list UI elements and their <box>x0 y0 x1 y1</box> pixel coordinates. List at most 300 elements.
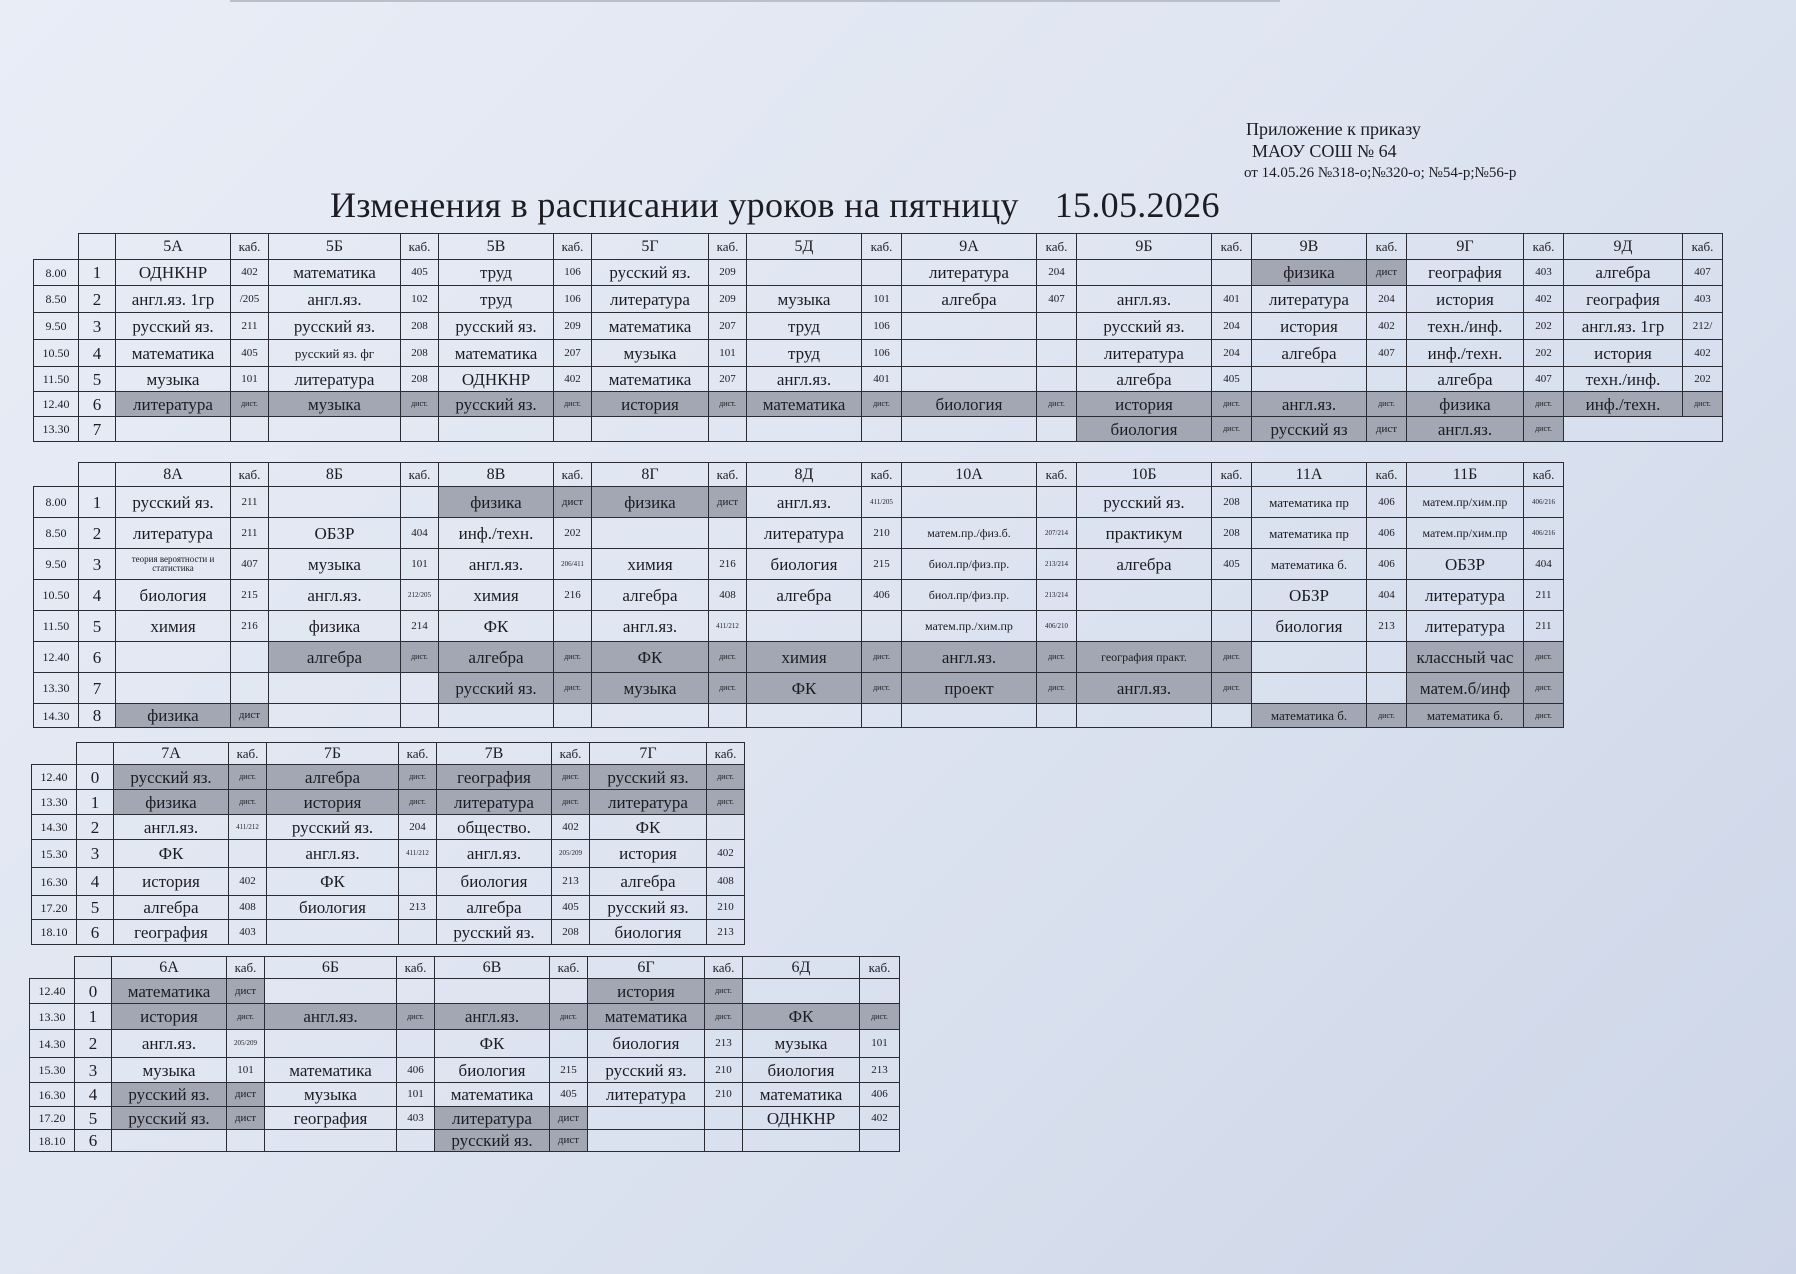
lesson-number: 2 <box>79 518 116 549</box>
room-cell <box>399 868 437 896</box>
subject-cell: музыка <box>265 1083 397 1107</box>
subject-cell: история <box>1252 313 1367 340</box>
class-header: 6Б <box>265 957 397 979</box>
subject-cell: география практ. <box>1077 642 1212 673</box>
subject-cell: музыка <box>592 340 709 367</box>
room-cell: 403 <box>1524 260 1564 286</box>
subject-cell: музыка <box>592 673 709 704</box>
room-header: каб. <box>554 463 592 487</box>
corner-cell <box>34 463 79 487</box>
lesson-time: 15.30 <box>30 1058 75 1083</box>
subject-cell: англ.яз. <box>592 611 709 642</box>
subject-cell: инф./техн. <box>1564 392 1683 417</box>
subject-cell: литература <box>437 790 552 815</box>
class-header: 5Г <box>592 234 709 260</box>
class-header: 7Б <box>267 743 399 765</box>
subject-cell: математика пр <box>1252 487 1367 518</box>
room-cell: дист. <box>397 1004 435 1030</box>
subject-cell: математика <box>269 260 401 286</box>
subject-cell: ОБЗР <box>269 518 401 549</box>
class-header: 9Б <box>1077 234 1212 260</box>
lesson-time: 9.50 <box>34 313 79 340</box>
header-row <box>32 743 745 765</box>
room-cell: 211 <box>231 518 269 549</box>
room-cell: 408 <box>229 896 267 920</box>
subject-cell: литература <box>1252 286 1367 313</box>
room-cell: 405 <box>231 340 269 367</box>
subject-cell <box>265 1130 397 1152</box>
room-cell: 101 <box>397 1083 435 1107</box>
room-cell: 213 <box>399 896 437 920</box>
lesson-number: 6 <box>75 1130 112 1152</box>
room-cell: 204 <box>1367 286 1407 313</box>
subject-cell: физика <box>114 790 229 815</box>
lesson-number: 3 <box>77 840 114 868</box>
lesson-number: 1 <box>79 260 116 286</box>
room-cell <box>860 1130 900 1152</box>
lesson-number: 5 <box>77 896 114 920</box>
corner-cell <box>77 743 114 765</box>
lesson-time: 12.40 <box>34 642 79 673</box>
room-header: каб. <box>1683 234 1723 260</box>
room-cell: 213/214 <box>1037 580 1077 611</box>
room-cell: дист. <box>554 642 592 673</box>
room-cell: 405 <box>552 896 590 920</box>
room-cell: 211 <box>1524 611 1564 642</box>
subject-cell: история <box>1564 340 1683 367</box>
lesson-number: 1 <box>79 487 116 518</box>
subject-cell <box>747 611 862 642</box>
class-header: 9Г <box>1407 234 1524 260</box>
room-cell: дист <box>709 487 747 518</box>
subject-cell: англ.яз. <box>902 642 1037 673</box>
schedule-table-8-11 <box>33 462 1564 728</box>
room-cell: 213 <box>860 1058 900 1083</box>
room-cell: 211 <box>231 313 269 340</box>
subject-cell: матем.б/инф <box>1407 673 1524 704</box>
room-cell: 106 <box>862 313 902 340</box>
lesson-number: 2 <box>79 286 116 313</box>
room-header: каб. <box>709 463 747 487</box>
subject-cell: матем.пр/хим.пр <box>1407 518 1524 549</box>
lesson-row <box>34 642 1564 673</box>
room-cell: 215 <box>231 580 269 611</box>
subject-cell: англ.яз. <box>269 580 401 611</box>
subject-cell: русский яз. <box>1077 487 1212 518</box>
room-cell: 101 <box>709 340 747 367</box>
room-cell: 205/209 <box>227 1030 265 1058</box>
subject-cell: русский яз. <box>590 896 707 920</box>
room-cell: 405 <box>1212 367 1252 392</box>
lesson-time: 16.30 <box>30 1083 75 1107</box>
lesson-row <box>30 1130 900 1152</box>
subject-cell <box>588 1130 705 1152</box>
subject-cell: химия <box>439 580 554 611</box>
subject-cell <box>902 340 1037 367</box>
room-cell <box>231 642 269 673</box>
room-cell: 407 <box>1683 260 1723 286</box>
subject-cell <box>592 704 709 728</box>
subject-cell <box>747 417 862 442</box>
room-cell: 405 <box>401 260 439 286</box>
room-cell: 402 <box>554 367 592 392</box>
subject-cell: англ.яз. <box>435 1004 550 1030</box>
lesson-time: 13.30 <box>30 1004 75 1030</box>
subject-cell: биология <box>435 1058 550 1083</box>
subject-cell: литература <box>1407 611 1524 642</box>
room-cell: дист. <box>554 673 592 704</box>
room-cell <box>397 979 435 1004</box>
subject-cell <box>116 642 231 673</box>
room-header: каб. <box>401 234 439 260</box>
subject-cell: русский яз. <box>588 1058 705 1083</box>
header-row <box>34 234 1723 260</box>
room-header: каб. <box>231 234 269 260</box>
lesson-number: 5 <box>75 1107 112 1130</box>
subject-cell: англ.яз. <box>265 1004 397 1030</box>
subject-cell: литература <box>269 367 401 392</box>
lesson-number: 3 <box>79 549 116 580</box>
room-cell: 407 <box>1524 367 1564 392</box>
subject-cell: география <box>1564 286 1683 313</box>
subject-cell: музыка <box>747 286 862 313</box>
lesson-row <box>34 611 1564 642</box>
room-cell: 406 <box>860 1083 900 1107</box>
room-cell <box>1212 704 1252 728</box>
subject-cell <box>902 704 1037 728</box>
subject-cell: физика <box>1252 260 1367 286</box>
lesson-number: 1 <box>77 790 114 815</box>
lesson-number: 4 <box>77 868 114 896</box>
subject-cell <box>902 487 1037 518</box>
room-header: каб. <box>1212 463 1252 487</box>
room-cell: 402 <box>231 260 269 286</box>
subject-cell: труд <box>439 260 554 286</box>
room-cell: 101 <box>862 286 902 313</box>
room-cell <box>401 487 439 518</box>
subject-cell: англ.яз. <box>267 840 399 868</box>
class-header: 6Г <box>588 957 705 979</box>
subject-cell <box>592 518 709 549</box>
class-header: 9В <box>1252 234 1367 260</box>
subject-cell <box>1252 367 1367 392</box>
room-cell <box>397 1130 435 1152</box>
room-cell: 101 <box>227 1058 265 1083</box>
subject-cell: математика <box>592 367 709 392</box>
room-cell: 204 <box>1212 340 1252 367</box>
room-cell: 406/216 <box>1524 487 1564 518</box>
subject-cell: физика <box>592 487 709 518</box>
lesson-row <box>34 704 1564 728</box>
subject-cell: ФК <box>590 815 707 840</box>
room-cell: дист <box>554 487 592 518</box>
class-header: 11Б <box>1407 463 1524 487</box>
lesson-number: 6 <box>79 642 116 673</box>
subject-cell <box>116 673 231 704</box>
room-cell <box>1037 417 1077 442</box>
room-cell: 407 <box>1367 340 1407 367</box>
room-cell: дист <box>1367 417 1407 442</box>
lesson-row <box>32 765 745 790</box>
room-cell: дист. <box>709 642 747 673</box>
lesson-row <box>30 1030 900 1058</box>
lesson-row <box>34 518 1564 549</box>
class-header: 10А <box>902 463 1037 487</box>
subject-cell <box>902 313 1037 340</box>
room-cell <box>860 979 900 1004</box>
subject-cell: ФК <box>439 611 554 642</box>
room-cell: 202 <box>554 518 592 549</box>
room-cell: 402 <box>707 840 745 868</box>
room-cell: дист. <box>1212 392 1252 417</box>
class-header: 6А <box>112 957 227 979</box>
class-header: 5В <box>439 234 554 260</box>
subject-cell: музыка <box>269 392 401 417</box>
room-cell: 215 <box>550 1058 588 1083</box>
room-cell <box>1367 642 1407 673</box>
room-header: каб. <box>862 234 902 260</box>
subject-cell <box>1077 704 1212 728</box>
room-cell: 216 <box>231 611 269 642</box>
lesson-number: 3 <box>75 1058 112 1083</box>
room-cell: дист. <box>550 1004 588 1030</box>
class-header: 9А <box>902 234 1037 260</box>
room-cell: дист. <box>709 392 747 417</box>
subject-cell <box>747 260 862 286</box>
room-cell <box>1367 367 1407 392</box>
lesson-time: 11.50 <box>34 611 79 642</box>
subject-cell: биология <box>116 580 231 611</box>
room-cell: дист. <box>1524 392 1564 417</box>
lesson-row <box>30 979 900 1004</box>
header-row <box>34 463 1564 487</box>
lesson-number: 0 <box>75 979 112 1004</box>
room-cell: 406 <box>1367 549 1407 580</box>
subject-cell: география <box>1407 260 1524 286</box>
subject-cell: математика <box>435 1083 550 1107</box>
room-cell: 213 <box>552 868 590 896</box>
room-cell: 411/205 <box>862 487 902 518</box>
lesson-time: 8.50 <box>34 518 79 549</box>
room-header: каб. <box>862 463 902 487</box>
subject-cell: биология <box>747 549 862 580</box>
room-cell: 208 <box>401 367 439 392</box>
subject-cell: англ.яз. <box>1252 392 1367 417</box>
room-cell: 106 <box>862 340 902 367</box>
class-header: 7А <box>114 743 229 765</box>
room-header: каб. <box>1524 463 1564 487</box>
subject-cell: русский яз. <box>590 765 707 790</box>
subject-cell: русский яз. фг <box>269 340 401 367</box>
room-cell <box>862 611 902 642</box>
class-header: 8Б <box>269 463 401 487</box>
subject-cell <box>116 417 231 442</box>
subject-cell: история <box>114 868 229 896</box>
subject-cell: математика <box>747 392 862 417</box>
room-cell: дист. <box>229 790 267 815</box>
lesson-row <box>34 392 1723 417</box>
room-cell: дист. <box>1212 417 1252 442</box>
lesson-row <box>34 260 1723 286</box>
room-cell: 216 <box>554 580 592 611</box>
lesson-row <box>30 1083 900 1107</box>
room-cell: 411/212 <box>399 840 437 868</box>
title-date: 15.05.2026 <box>1054 185 1220 225</box>
subject-cell: литература <box>592 286 709 313</box>
subject-cell: русский яз. <box>112 1107 227 1130</box>
room-cell: 214 <box>401 611 439 642</box>
room-cell <box>231 673 269 704</box>
room-cell: дист. <box>1212 642 1252 673</box>
room-cell: дист. <box>860 1004 900 1030</box>
subject-cell: ФК <box>435 1030 550 1058</box>
subject-cell <box>1252 642 1367 673</box>
subject-cell: география <box>265 1107 397 1130</box>
room-cell: 402 <box>229 868 267 896</box>
subject-cell: труд <box>747 313 862 340</box>
room-cell <box>709 417 747 442</box>
subject-cell: физика <box>116 704 231 728</box>
subject-cell: математика <box>116 340 231 367</box>
subject-cell <box>267 920 399 945</box>
corner-cell <box>34 234 79 260</box>
room-cell: дист. <box>862 642 902 673</box>
room-cell: 406/210 <box>1037 611 1077 642</box>
room-header: каб. <box>1037 234 1077 260</box>
lesson-row <box>32 790 745 815</box>
subject-cell: англ.яз. <box>1077 673 1212 704</box>
room-header: каб. <box>1367 234 1407 260</box>
room-cell <box>1037 313 1077 340</box>
subject-cell <box>1252 673 1367 704</box>
subject-cell: русский яз. <box>116 487 231 518</box>
room-cell: 404 <box>401 518 439 549</box>
subject-cell: музыка <box>269 549 401 580</box>
subject-cell <box>269 673 401 704</box>
subject-cell: история <box>592 392 709 417</box>
room-cell: дист. <box>1524 417 1564 442</box>
room-cell: 408 <box>707 868 745 896</box>
room-cell: дист. <box>862 392 902 417</box>
lesson-number: 1 <box>75 1004 112 1030</box>
room-cell: 210 <box>862 518 902 549</box>
subject-cell <box>743 1130 860 1152</box>
room-cell: 212/205 <box>401 580 439 611</box>
lesson-number: 4 <box>75 1083 112 1107</box>
corner-cell <box>30 957 75 979</box>
subject-cell: история <box>1077 392 1212 417</box>
lesson-row <box>32 868 745 896</box>
subject-cell: музыка <box>116 367 231 392</box>
room-cell: 406 <box>1367 518 1407 549</box>
subject-cell: русский яз. <box>1077 313 1212 340</box>
lesson-row <box>34 313 1723 340</box>
class-header: 9Д <box>1564 234 1683 260</box>
room-cell: 411/212 <box>709 611 747 642</box>
subject-cell: биол.пр/физ.пр. <box>902 580 1037 611</box>
lesson-row <box>34 487 1564 518</box>
room-cell: дист. <box>1037 392 1077 417</box>
room-cell: 207 <box>709 313 747 340</box>
room-cell: дист. <box>399 790 437 815</box>
subject-cell: биология <box>588 1030 705 1058</box>
room-cell <box>401 704 439 728</box>
room-cell: дист. <box>231 392 269 417</box>
lesson-time: 10.50 <box>34 580 79 611</box>
subject-cell: биология <box>437 868 552 896</box>
room-cell: 102 <box>401 286 439 313</box>
lesson-number: 0 <box>77 765 114 790</box>
room-cell: 213 <box>707 920 745 945</box>
room-cell: 210 <box>705 1083 743 1107</box>
room-cell <box>709 518 747 549</box>
room-cell: дист. <box>1524 673 1564 704</box>
room-cell <box>550 979 588 1004</box>
subject-cell: алгебра <box>590 868 707 896</box>
class-header: 7В <box>437 743 552 765</box>
lesson-number: 4 <box>79 340 116 367</box>
room-cell: 211 <box>1524 580 1564 611</box>
lesson-time: 9.50 <box>34 549 79 580</box>
annex-line-2: МАОУ СОШ № 64 <box>1252 141 1397 161</box>
subject-cell: литература <box>1077 340 1212 367</box>
annex-line-1: Приложение к приказу <box>1246 119 1421 139</box>
corner-cell <box>79 463 116 487</box>
subject-cell: русский яз. <box>437 920 552 945</box>
subject-cell <box>269 417 401 442</box>
subject-cell: математика <box>592 313 709 340</box>
subject-cell: биология <box>902 392 1037 417</box>
subject-cell <box>1077 580 1212 611</box>
subject-cell: англ.яз. <box>1407 417 1524 442</box>
subject-cell: матем.пр./хим.пр <box>902 611 1037 642</box>
corner-cell <box>32 743 77 765</box>
class-header: 5Д <box>747 234 862 260</box>
room-cell: дист. <box>401 392 439 417</box>
subject-cell: математика <box>588 1004 705 1030</box>
lesson-row <box>32 896 745 920</box>
room-cell: дист. <box>707 765 745 790</box>
subject-cell <box>743 979 860 1004</box>
room-cell: 209 <box>554 313 592 340</box>
subject-cell: история <box>1407 286 1524 313</box>
subject-cell: алгебра <box>747 580 862 611</box>
schedule-table-5-9 <box>33 233 1723 442</box>
room-cell: 213/214 <box>1037 549 1077 580</box>
subject-cell: литература <box>588 1083 705 1107</box>
room-header: каб. <box>1524 234 1564 260</box>
subject-cell: инф./техн. <box>439 518 554 549</box>
subject-cell: физика <box>1407 392 1524 417</box>
subject-cell <box>269 704 401 728</box>
subject-cell: математика б. <box>1407 704 1524 728</box>
lesson-time: 18.10 <box>32 920 77 945</box>
lesson-row <box>34 340 1723 367</box>
schedule-table-7 <box>31 742 745 945</box>
room-header: каб. <box>707 743 745 765</box>
room-cell: 204 <box>1212 313 1252 340</box>
subject-cell <box>747 704 862 728</box>
lesson-row <box>30 1004 900 1030</box>
subject-cell: физика <box>439 487 554 518</box>
room-cell <box>229 840 267 868</box>
room-cell <box>1212 260 1252 286</box>
room-cell: 411/212 <box>229 815 267 840</box>
subject-cell: классный час <box>1407 642 1524 673</box>
room-cell: 404 <box>1524 549 1564 580</box>
room-cell: 209 <box>709 286 747 313</box>
annex-line-3: от 14.05.26 №318-о;№320-о; №54-р;№56-р <box>1244 165 1517 181</box>
